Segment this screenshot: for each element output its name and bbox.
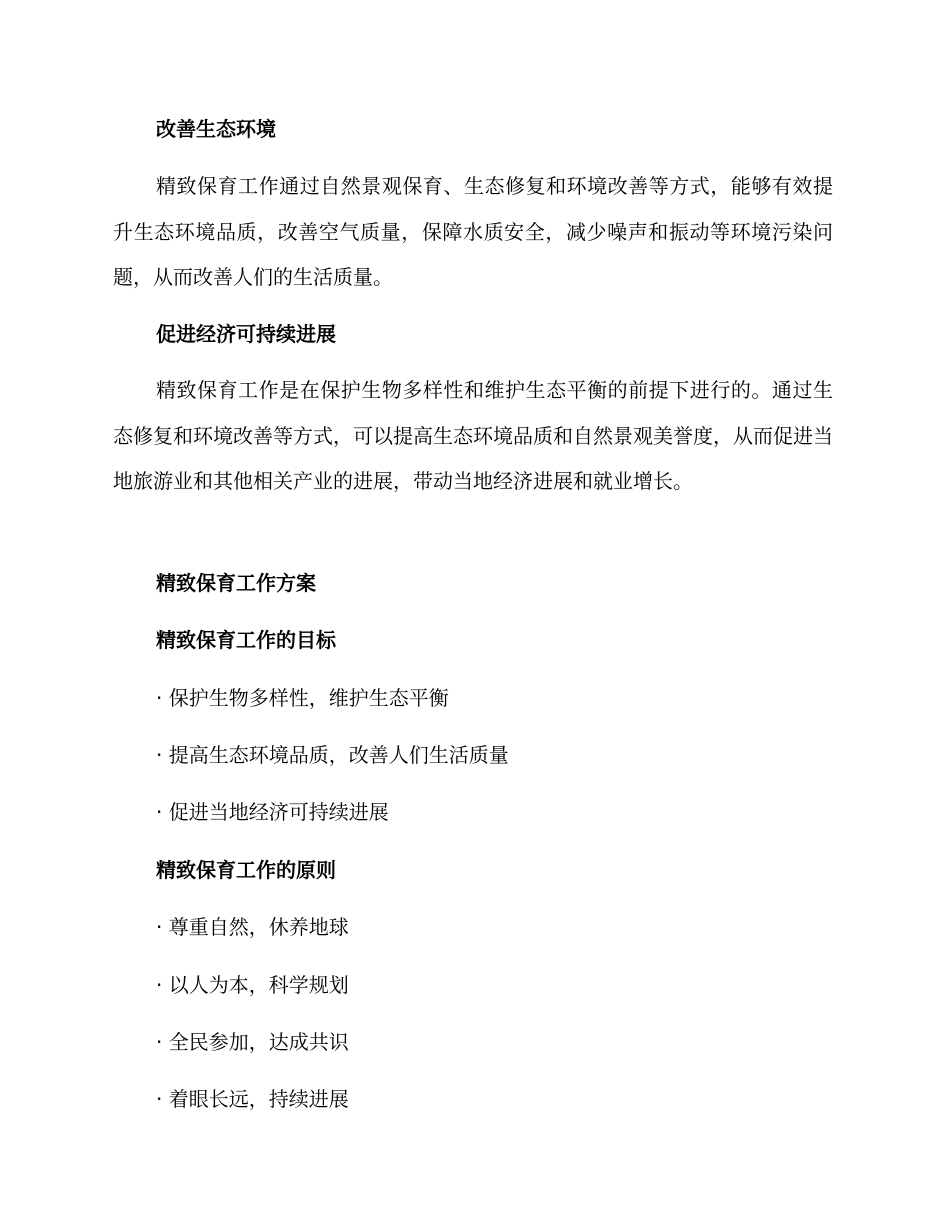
- section-heading-principles: 精致保育工作的原则: [156, 858, 336, 882]
- section-heading-plan: 精致保育工作方案: [156, 571, 316, 595]
- section-body-economy: 精致保育工作是在保护生物多样性和维护生态平衡的前提下进行的。通过生态修复和环境改善等方式，可以提高生态环境品质和自然景观美誉度，从而促进当地旅游业和其他相关产业的进展，带动当地经济进展和就业增长。: [113, 378, 833, 493]
- section-body-environment: 精致保育工作通过自然景观保育、生态修复和环境改善等方式，能够有效提升生态环境品质，改善空气质量，保障水质安全，减少噪声和振动等环境污染问题，从而改善人们的生活质量。: [113, 174, 833, 289]
- goal-list-item: · 促进当地经济可持续进展: [156, 800, 389, 824]
- goal-list-item: · 提高生态环境品质，改善人们生活质量: [156, 743, 509, 767]
- principle-list-item: · 尊重自然，休养地球: [156, 915, 349, 939]
- principle-list-item: · 全民参加，达成共识: [156, 1030, 349, 1054]
- principle-list-item: · 以人为本，科学规划: [156, 973, 349, 997]
- section-heading-goals: 精致保育工作的目标: [156, 628, 336, 652]
- section-heading-environment: 改善生态环境: [156, 117, 276, 141]
- principle-list-item: · 着眼长远，持续进展: [156, 1087, 349, 1111]
- goal-list-item: · 保护生物多样性，维护生态平衡: [156, 686, 449, 710]
- section-heading-economy: 促进经济可持续进展: [156, 322, 336, 346]
